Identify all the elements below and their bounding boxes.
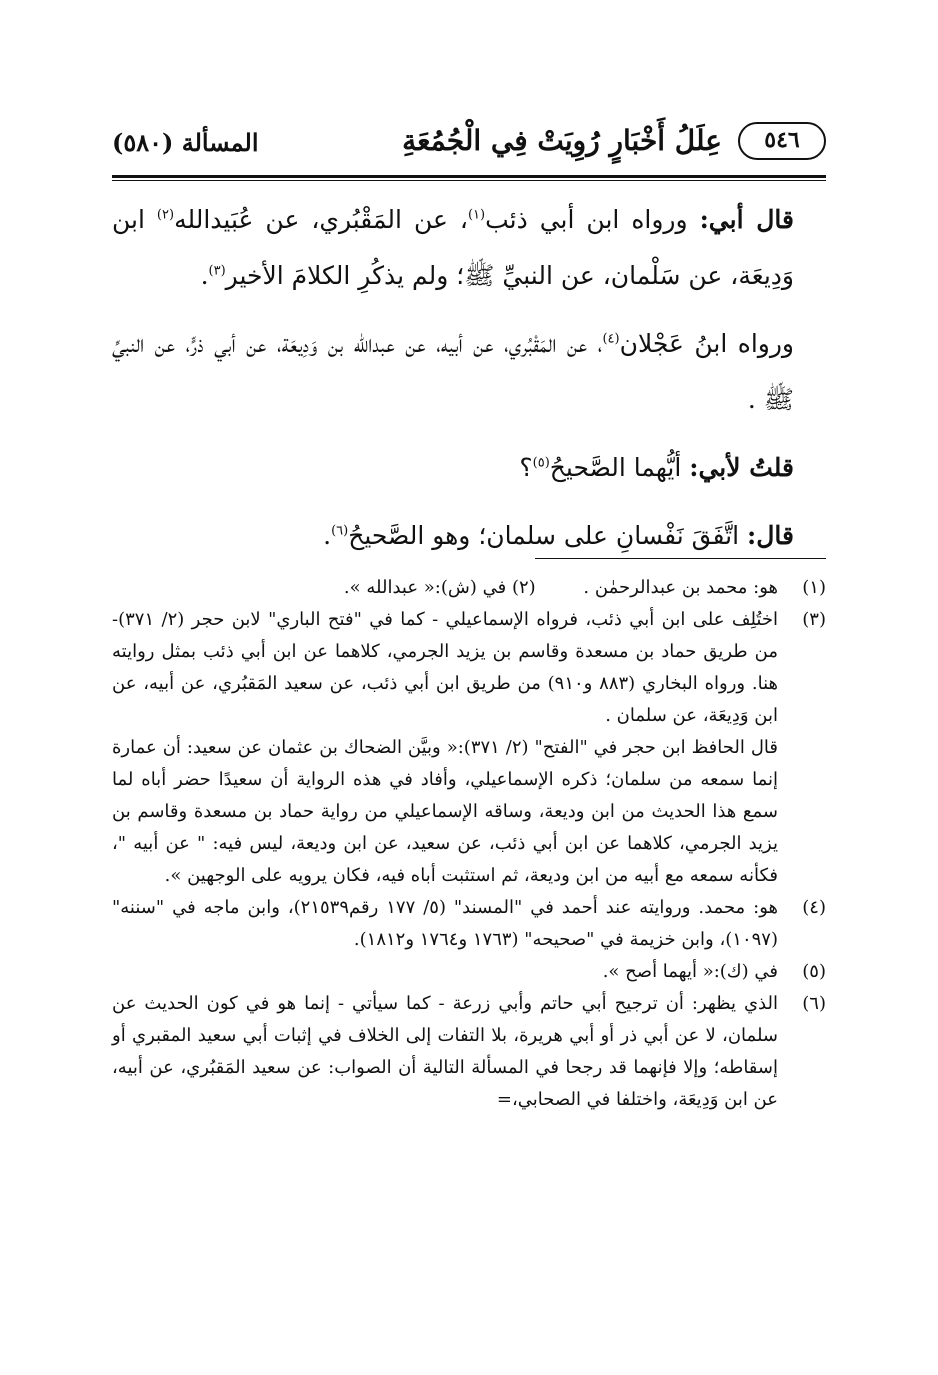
footnote-ref: (٥): [532, 455, 550, 471]
paragraph-2: [112, 316, 826, 428]
footnote-text: في (ش):« عبدالله ».: [343, 577, 507, 598]
paragraph-3: [112, 440, 826, 496]
footnote-text: هو: محمد بن عبدالرحمٰن .: [583, 577, 778, 598]
text-run: ، عن المَقْبُري، عن أبيه، عن عبدالله بن وَدِيعَة، عن أبي ذرٍّ، عن النبيِّ ﷺ .: [112, 329, 794, 414]
header-rule-thin: [112, 180, 826, 181]
text-run: ورواه ابنُ عَجْلان: [619, 329, 794, 358]
text-run: ورواه ابن أبي ذئب: [485, 205, 700, 234]
book-title: عِلَلُ أَخْبَارٍ رُوِيَتْ فِي الْجُمُعَةِ: [402, 124, 722, 157]
footnotes: [112, 572, 826, 1116]
footnote-number: (٤): [802, 897, 826, 918]
footnote-number: (٢): [511, 577, 536, 598]
footnote-ref: (٦): [331, 523, 349, 539]
text-run: أيُّهما الصَّحيحُ: [549, 453, 690, 482]
issue-label: المسألة (٥٨٠): [112, 128, 259, 157]
footnote-6: [112, 988, 826, 1116]
footnote-ref: (٣): [208, 263, 226, 279]
page-number: ٥٤٦: [738, 122, 826, 160]
paragraph-1: [112, 192, 826, 304]
text-run: .: [200, 261, 209, 290]
footnote-text: في (ك):« أيهما أصح ».: [602, 961, 778, 982]
footnote-5: [112, 956, 826, 988]
text-run: ابن وَدِيعَة، عن سَلْمان، عن النبيِّ ﷺ؛ ولم يذكُرِ الكلامَ الأخير: [112, 205, 794, 290]
footnote-number: (٥): [802, 961, 826, 982]
footnote-number: (٦): [802, 993, 826, 1014]
footnote-ref: (٤): [602, 331, 620, 347]
header-rule-thick: [112, 175, 826, 178]
text-run: .: [323, 521, 332, 550]
page-header: [112, 120, 826, 170]
text-run: ، عن المَقْبُري، عن عُبَيدالله: [174, 205, 468, 234]
speaker-label: قال أبي:: [699, 205, 794, 234]
footnote-ref: (١): [467, 207, 486, 223]
text-run: ؟: [519, 453, 533, 482]
footnote-4: [112, 892, 826, 956]
footnote-ref: (٢): [156, 207, 175, 223]
paragraph-4: [112, 508, 826, 564]
speaker-label: قلتُ لأبي:: [689, 453, 794, 482]
main-text: [112, 192, 826, 576]
footnote-text: الذي يظهر: أن ترجيح أبي حاتم وأبي زرعة - كما سيأتي - إنما هو في كون الحديث عن سلمان، لا عن أبي ذر أو أبي هريرة، بلا التفات إلى الخلاف في إثبات أبي سعيد المقبري أو إسقاطه؛ وإلا فإنهما قد رجحا في المسألة التالية أن الصواب: عن سعيد المَقبُري، عن أبيه، عن ابن وَدِيعَة، واختلفا في الصحابي،=: [112, 993, 778, 1110]
footnote-text: هو: محمد. وروايته عند أحمد في "المسند" (٥/ ١٧٧ رقم٢١٥٣٩)، وابن ماجه في "سننه" (١٠٩٧)، وابن خزيمة في "صحيحه" (١٧٦٣ و١٧٦٤ و١٨١٢).: [112, 897, 778, 950]
footnote-3: [112, 604, 826, 892]
footnote-separator: [535, 558, 826, 559]
footnote-1-2: [112, 572, 826, 604]
footnote-quote: قال الحافظ ابن حجر في "الفتح" (٢/ ٣٧١):« وبيَّن الضحاك بن عثمان عن سعيد: أن عمارة إنما سمعه من سلمان؛ ذكره الإسماعيلي، وأفاد في هذه الرواية أن سعيدًا حضر أباه لما سمع هذا الحديث من ابن وديعة، وساقه الإسماعيلي من رواية حماد بن مسعدة وقاسم بن يزيد الجرمي، كلاهما عن ابن أبي ذئب، عن سعيد، عن ابن وديعة، ليس فيه: " عن أبيه "، فكأنه سمعه مع أبيه من ابن وديعة، ثم استثبت أباه فيه، فكان يرويه على الوجهين ».: [112, 737, 778, 886]
speaker-label: قال:: [747, 521, 794, 550]
footnote-number: (٣): [802, 609, 826, 630]
footnote-text: اختُلِف على ابن أبي ذئب، فرواه الإسماعيلي - كما في "فتح الباري" لابن حجر (٢/ ٣٧١)- من طريق حماد بن مسعدة وقاسم بن يزيد الجرمي، كلاهما عن ابن أبي ذئب بمثل روايته هنا. ورواه البخاري (٨٨٣ و٩١٠) من طريق ابن أبي ذئب، عن سعيد المَقبُري، عن أبيه، عن ابن وَدِيعَة، عن سلمان .: [112, 609, 778, 726]
footnote-number: (١): [802, 577, 826, 598]
text-run: اتَّفَقَ نَفْسانِ على سلمان؛ وهو الصَّحيحُ: [348, 521, 748, 550]
